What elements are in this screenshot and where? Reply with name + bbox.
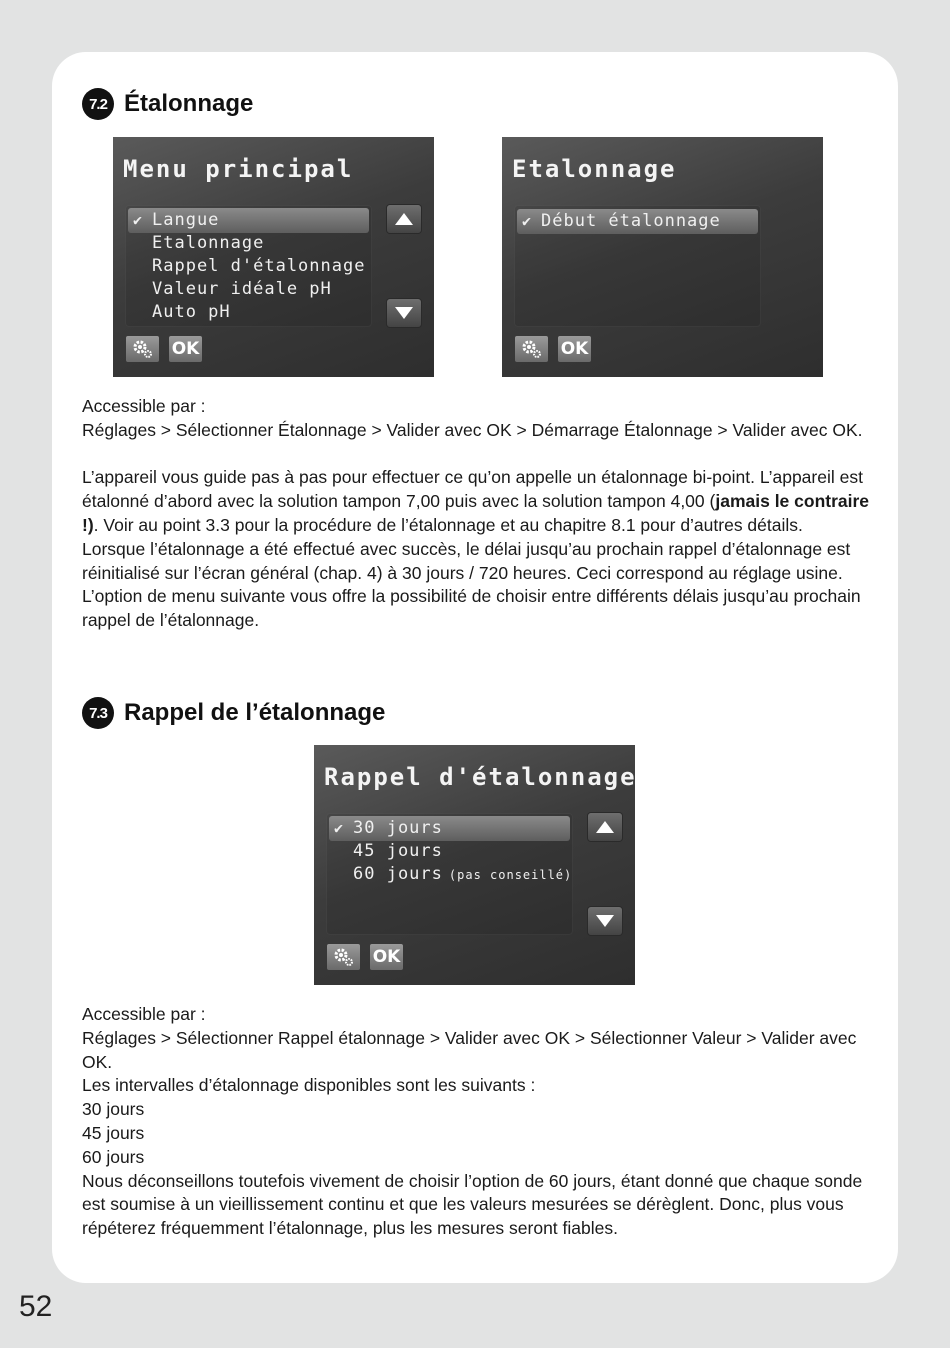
option-45-jours[interactable]: 45 jours: [353, 841, 443, 861]
screen-etalonnage: [502, 137, 823, 377]
menu-item-rappel[interactable]: Rappel d'étalonnage: [152, 256, 366, 276]
settings-button[interactable]: [126, 336, 159, 362]
screen-title: Rappel d'étalonnage: [324, 763, 637, 791]
menu-item-valeur-ph[interactable]: Valeur idéale pH: [152, 279, 332, 299]
arrow-up-icon: [596, 821, 614, 833]
scroll-down-button[interactable]: [588, 907, 622, 935]
screen-title: Etalonnage: [512, 155, 677, 183]
section-title: Étalonnage: [124, 90, 254, 117]
interval-item: 45 jours: [82, 1122, 145, 1143]
ok-button[interactable]: OK: [558, 336, 591, 362]
paragraph-calibration: L’appareil vous guide pas à pas pour effectuer ce qu’on appelle un étalonnage bi-point. L’appareil est étalonné d’abord avec la solution tampon 7,00 puis avec la solution tampon 4,00 (jamais le contraire !). Voir au point 3.3 pour la procédure de l’étalonnage et au chapitre 8.1 pour d’autres détails.: [82, 467, 870, 535]
menu-item-etalonnage[interactable]: Etalonnage: [152, 233, 265, 253]
ok-button[interactable]: OK: [169, 336, 202, 362]
screen-title: Menu principal: [123, 155, 354, 183]
check-icon: ✔: [334, 819, 345, 837]
section-title: Rappel de l’étalonnage: [124, 699, 386, 726]
section-heading-7-2: [82, 88, 253, 120]
menu-item-langue[interactable]: ✔ Langue: [128, 208, 369, 233]
menu-item-auto-ph[interactable]: Auto pH: [152, 302, 231, 322]
menu-list: [326, 813, 573, 935]
warning-paragraph: Nous déconseillons toutefois vivement de choisir l’option de 60 jours, étant donné que chaque sonde est soumise à un vieillissement continu et que les valeurs mesurées se dérèglent. Donc, plus vous répéterez fréquemment l’étalonnage, plus les mesures seront fiables.: [82, 1170, 863, 1239]
access-path: Réglages > Sélectionner Rappel étalonnage > Valider avec OK > Sélectionner Valeur > Valider avec OK.: [82, 1027, 857, 1072]
arrow-up-icon: [395, 213, 413, 225]
text-block-7-2: [82, 395, 872, 633]
interval-item: 30 jours: [82, 1099, 145, 1120]
scroll-up-button[interactable]: [588, 813, 622, 841]
menu-list: [514, 205, 761, 327]
scroll-up-button[interactable]: [387, 205, 421, 233]
gear-icon: [132, 339, 154, 359]
option-30-jours[interactable]: ✔ 30 jours: [329, 816, 570, 841]
gear-icon: [333, 947, 355, 967]
text-block-7-3: [82, 1003, 872, 1241]
access-label: Accessible par :: [82, 1004, 206, 1024]
settings-button[interactable]: [327, 944, 360, 970]
menu-list: [125, 205, 372, 327]
scroll-down-button[interactable]: [387, 299, 421, 327]
menu-item-debut-etalonnage[interactable]: ✔ Début étalonnage: [517, 209, 758, 234]
check-icon: ✔: [522, 212, 533, 230]
intervals-intro: Les intervalles d’étalonnage disponibles sont les suivants :: [82, 1075, 536, 1096]
paragraph-reset: Lorsque l’étalonnage a été effectué avec succès, le délai jusqu’au prochain rappel d’étalonnage est réinitialisé sur l’écran général (chap. 4) à 30 jours / 720 heures. Ceci correspond au réglage usine. L’option de menu suivante vous offre la possibilité de choisir entre différents délais jusqu’au prochain rappel de l’étalonnage.: [82, 538, 861, 631]
interval-item: 60 jours: [82, 1146, 145, 1167]
gear-icon: [521, 339, 543, 359]
access-path: Réglages > Sélectionner Étalonnage > Valider avec OK > Démarrage Étalonnage > Valider avec OK.: [82, 419, 863, 440]
check-icon: ✔: [133, 211, 144, 229]
access-label: Accessible par :: [82, 396, 206, 416]
section-number-badge: 7.2: [82, 88, 114, 120]
section-number-badge: 7.3: [82, 697, 114, 729]
ok-button[interactable]: OK: [370, 944, 403, 970]
page-number: 52: [19, 1290, 53, 1323]
arrow-down-icon: [395, 307, 413, 319]
arrow-down-icon: [596, 915, 614, 927]
section-heading-7-3: [82, 697, 385, 729]
not-recommended-note: (pas conseillé): [448, 868, 573, 882]
screen-rappel-etalonnage: [314, 745, 635, 985]
screen-menu-principal: [113, 137, 434, 377]
settings-button[interactable]: [515, 336, 548, 362]
option-60-jours[interactable]: 60 jours (pas conseillé): [353, 864, 573, 884]
